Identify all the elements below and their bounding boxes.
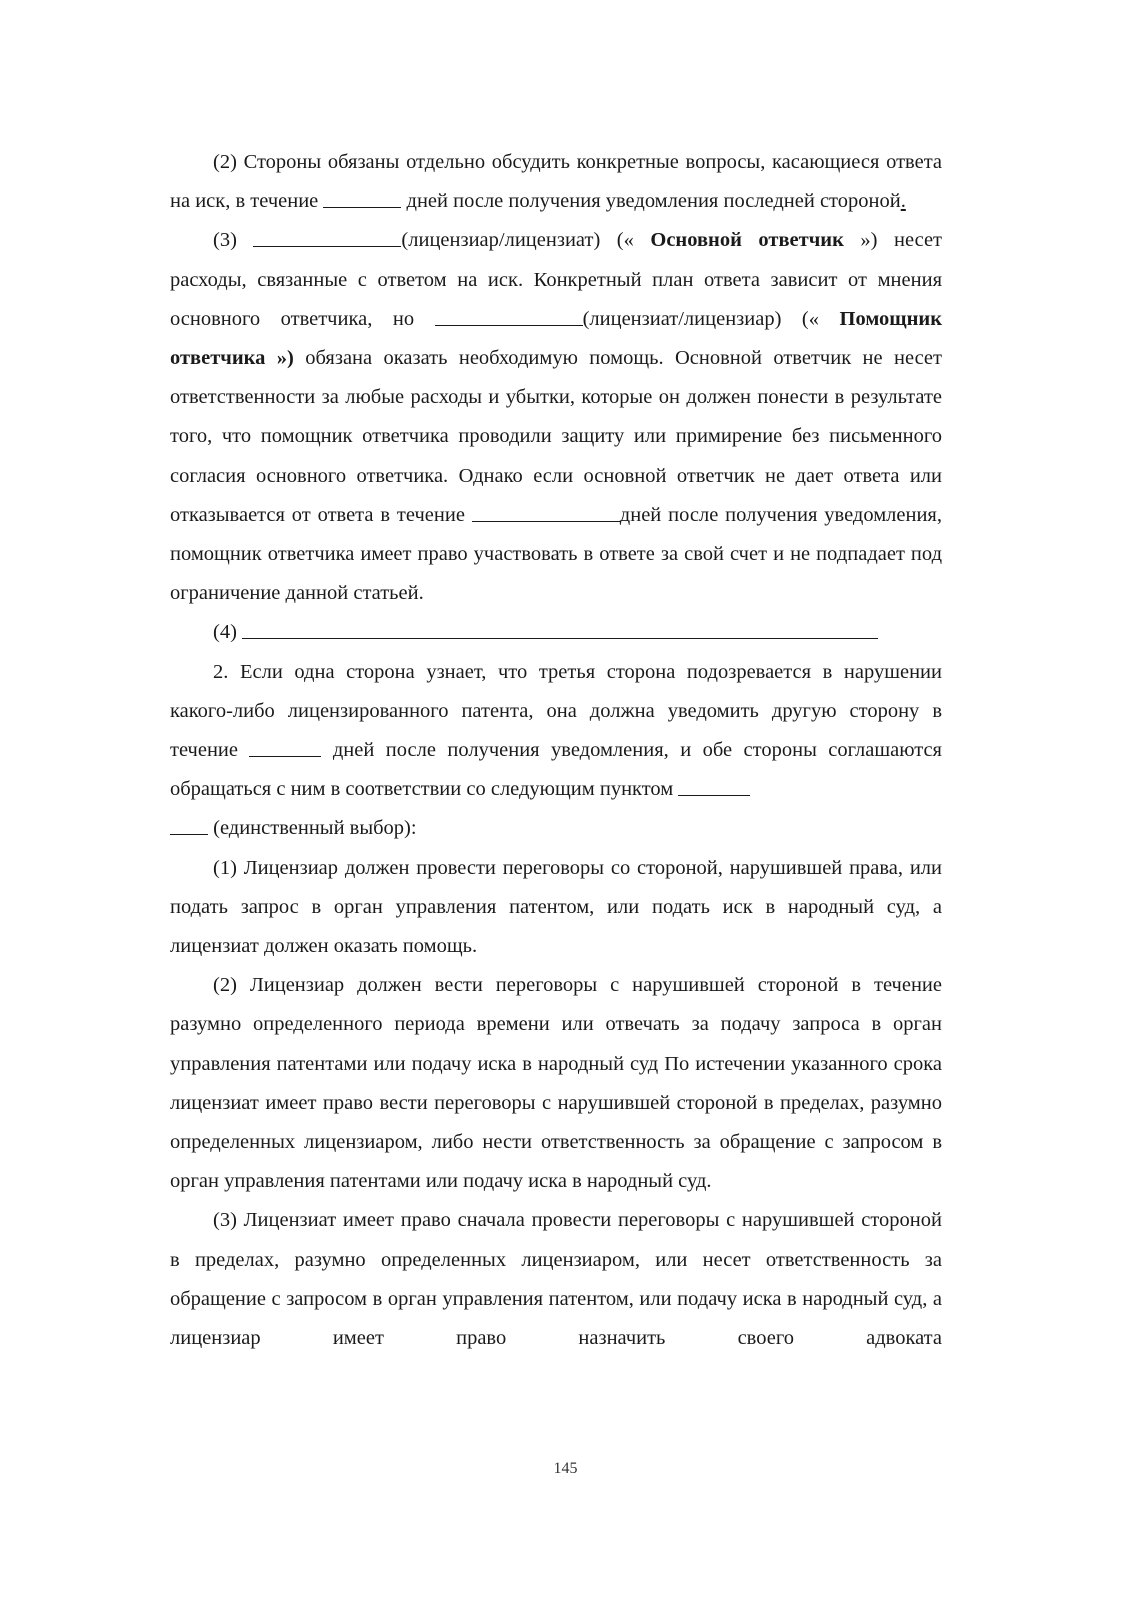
- term-assistant-respondent: Помощник ответчика »): [170, 307, 943, 370]
- blank-field-clause[interactable]: [678, 775, 750, 797]
- text-run: 2. Если одна сторона узнает, что третья сторона подозревается в нарушении какого-либо лицензированного патента, она должна уведомить другую сторону в течение: [170, 660, 942, 762]
- paragraph-option-2: (2) Лицензиар должен вести переговоры с нарушившей стороной в течение разумно определенного периода времени или отвечать за подачу запроса в орган управления патентами или подачу иска в народный суд По истечении указанного срока лицензиат имеет право вести переговоры с нарушившей стороной в пределах, разумно определенных лицензиаром, либо нести ответственность за обращение с запросом в орган управления патентами или подачу иска в народный суд.: [170, 974, 942, 1193]
- paragraph-option-3: (3) Лицензиат имеет право сначала провести переговоры с нарушившей стороной в пределах, разумно определенных лицензиаром, или несет ответственность за обращение с запросом в орган управления патентом, или подачу иска в народный суд, а лицензиар имеет право назначить своего адвоката: [170, 1209, 942, 1350]
- paragraph-main-respondent: [170, 221, 942, 613]
- text-run: (лицензиат/лицензиар) («: [582, 307, 840, 330]
- page-number: 145: [553, 1460, 578, 1477]
- paragraph-response-discussion: [170, 143, 942, 221]
- blank-field-days[interactable]: [472, 500, 620, 522]
- blank-field-days[interactable]: [323, 187, 401, 209]
- paragraph-item-4: [170, 613, 942, 652]
- text-run: дней после получения уведомления, помощник ответчика имеет право участвовать в ответе за свой счет и не подпадает под ограничение данной статьей.: [170, 503, 942, 605]
- text-run: (лицензиар/лицензиат) («: [401, 229, 651, 252]
- paragraph-option-1: (1) Лицензиар должен провести переговоры со стороной, нарушившей права, или подать запрос в орган управления патентом, или подать иск в народный суд, а лицензиат должен оказать помощь.: [170, 856, 942, 958]
- term-main-respondent: Основной ответчик: [650, 229, 844, 252]
- blank-field-days[interactable]: [249, 736, 321, 758]
- text-run: (2) Стороны обязаны отдельно обсудить конкретные вопросы, касающиеся ответа на иск, в течение: [170, 151, 942, 213]
- text-run: (единственный выбор):: [208, 817, 417, 840]
- text-run: (4): [213, 621, 243, 644]
- text-run: обязана оказать необходимую помощь. Основной ответчик не несет ответственности за любые расходы и убытки, которые он должен понести в результате того, что помощник ответчика проводили защиту или примирение без письменного согласия основного ответчика. Однако если основной ответчик не дает ответа или отказывается от ответа в течение: [170, 347, 942, 526]
- text-run: ») несет расходы, связанные с ответом на иск. Конкретный план ответа зависит от мнения основного ответчика, но: [170, 229, 942, 330]
- text-run: дней после получения уведомления последней стороной: [401, 190, 901, 213]
- text-run: (3): [213, 229, 254, 252]
- paragraph-infringement-notice: [170, 653, 942, 849]
- text-run: дней после получения уведомления, и обе стороны соглашаются обращаться с ним в соответствии со следующим пунктом: [170, 739, 942, 801]
- blank-field-clause-cont[interactable]: [170, 814, 208, 836]
- blank-field-party[interactable]: [435, 304, 583, 326]
- blank-field-party[interactable]: [253, 226, 401, 248]
- document-body: [170, 143, 942, 1358]
- blank-field-item-4[interactable]: [242, 618, 878, 640]
- text-run: .: [900, 190, 906, 213]
